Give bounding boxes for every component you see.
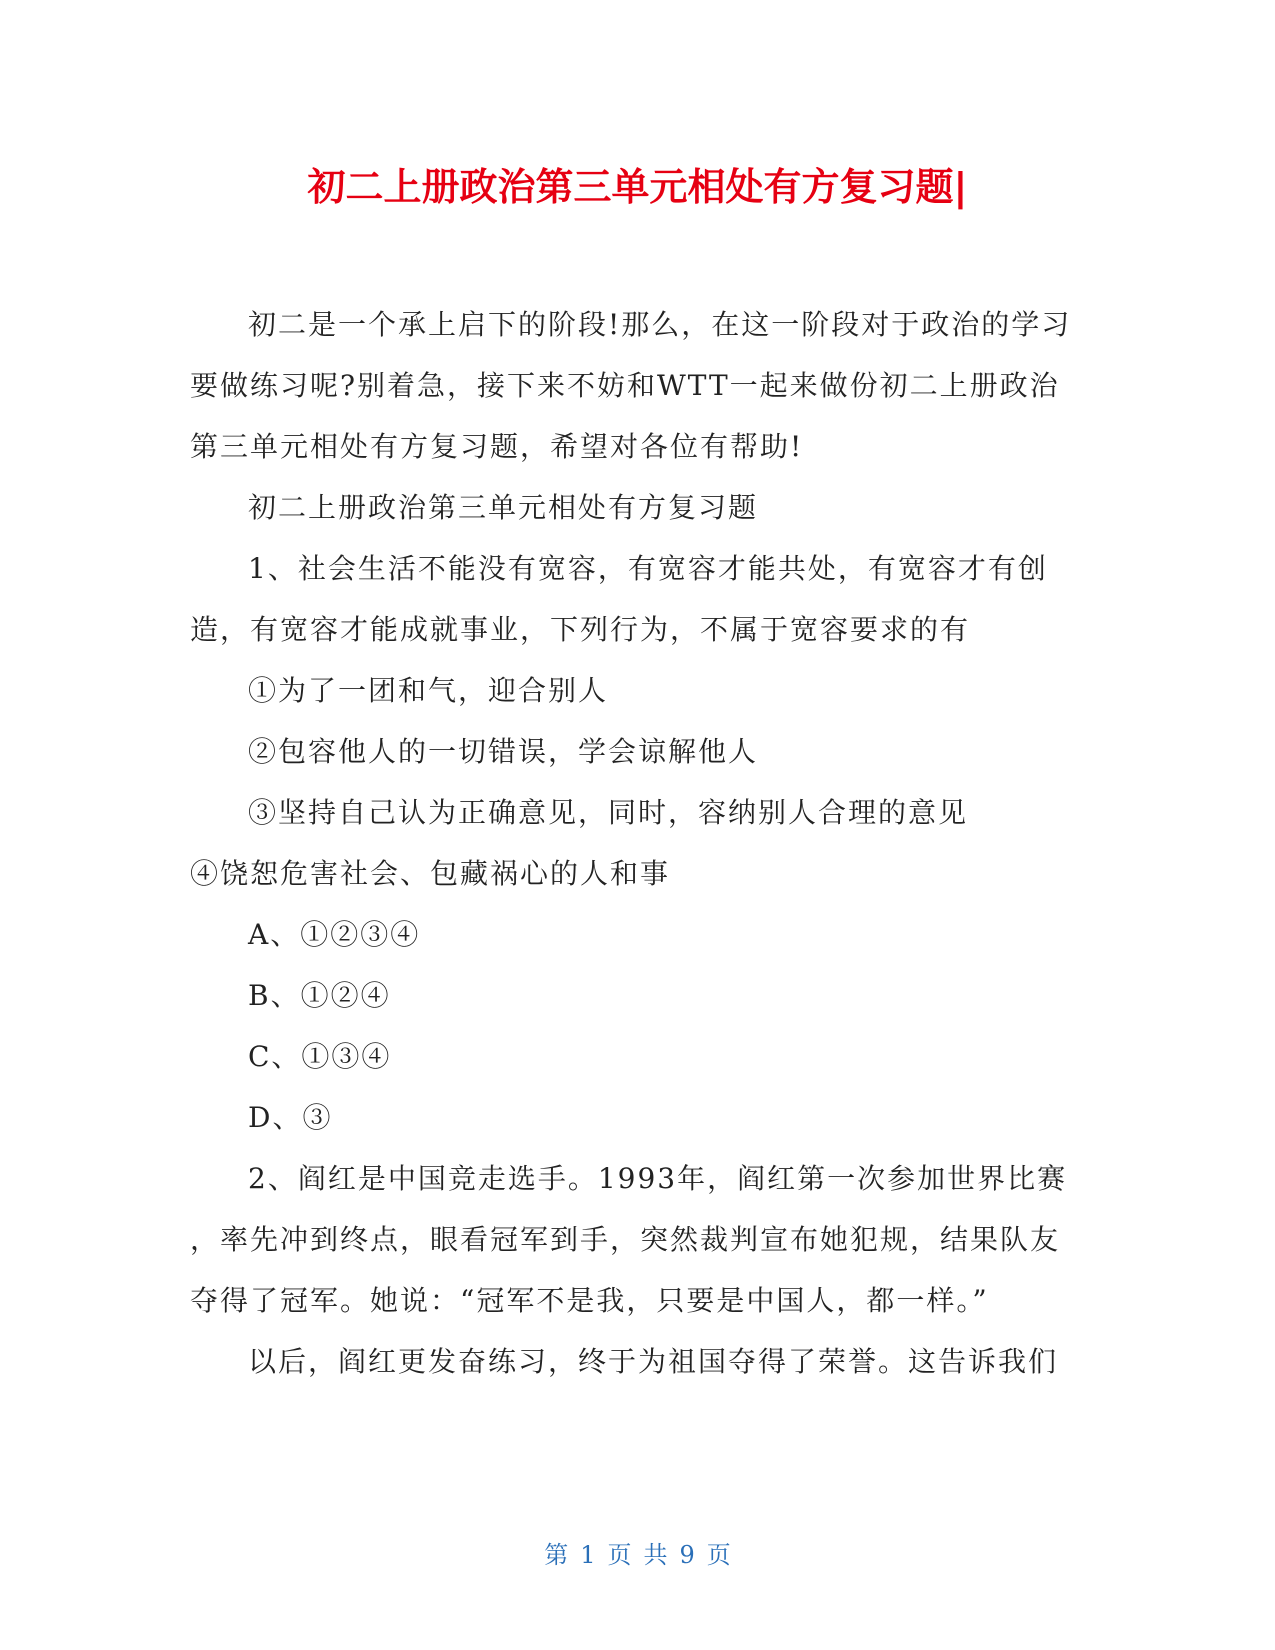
page-footer xyxy=(0,1540,1275,1570)
question-1-option-b: B、①②④ xyxy=(248,979,391,1012)
question-1-stem: 1、社会生活不能没有宽容，有宽容才能共处，有宽容才有创造，有宽容才能成就事业，下列行为，不属于宽容要求的有 xyxy=(190,552,1048,646)
question-2-stem-line-2: ，率先冲到终点，眼看冠军到手，突然裁判宣布她犯规，结果队友夺得了冠军。她说：“冠军不是我，只要是中国人，都一样。” xyxy=(190,1223,1061,1317)
question-1-item-3: ③坚持自己认为正确意见，同时，容纳别人合理的意见 xyxy=(248,796,969,829)
question-2-stem-line-1: 2、阎红是中国竞走选手。1993年，阎红第一次参加世界比赛 xyxy=(248,1162,1068,1195)
footer-page-total: 9 xyxy=(679,1541,695,1569)
question-1-option-a: A、①②③④ xyxy=(248,918,421,951)
question-1-option-c: C、①③④ xyxy=(248,1040,392,1073)
question-1-item-4: ④饶恕危害社会、包藏祸心的人和事 xyxy=(190,857,671,890)
subtitle: 初二上册政治第三单元相处有方复习题 xyxy=(248,491,759,524)
footer-page-current: 1 xyxy=(580,1541,596,1569)
document-title: 初二上册政治第三单元相处有方复习题| xyxy=(307,165,968,209)
footer-total-unit: 页 xyxy=(706,1541,731,1569)
question-2-stem-continued: 以后，阎红更发奋练习，终于为祖国夺得了荣誉。这告诉我们 xyxy=(248,1345,1059,1378)
question-1-item-1: ①为了一团和气，迎合别人 xyxy=(248,674,609,707)
footer-page-unit: 页 xyxy=(607,1541,632,1569)
question-1-option-d: D、③ xyxy=(248,1101,333,1134)
footer-total-label: 共 xyxy=(643,1541,668,1569)
question-1-item-2: ②包容他人的一切错误，学会谅解他人 xyxy=(248,735,759,768)
intro-paragraph: 初二是一个承上启下的阶段!那么，在这一阶段对于政治的学习要做练习呢?别着急，接下来不妨和WTT一起来做份初二上册政治第三单元相处有方复习题，希望对各位有帮助! xyxy=(190,308,1072,463)
footer-page-label: 第 xyxy=(544,1541,569,1569)
document-body xyxy=(190,294,1080,1392)
